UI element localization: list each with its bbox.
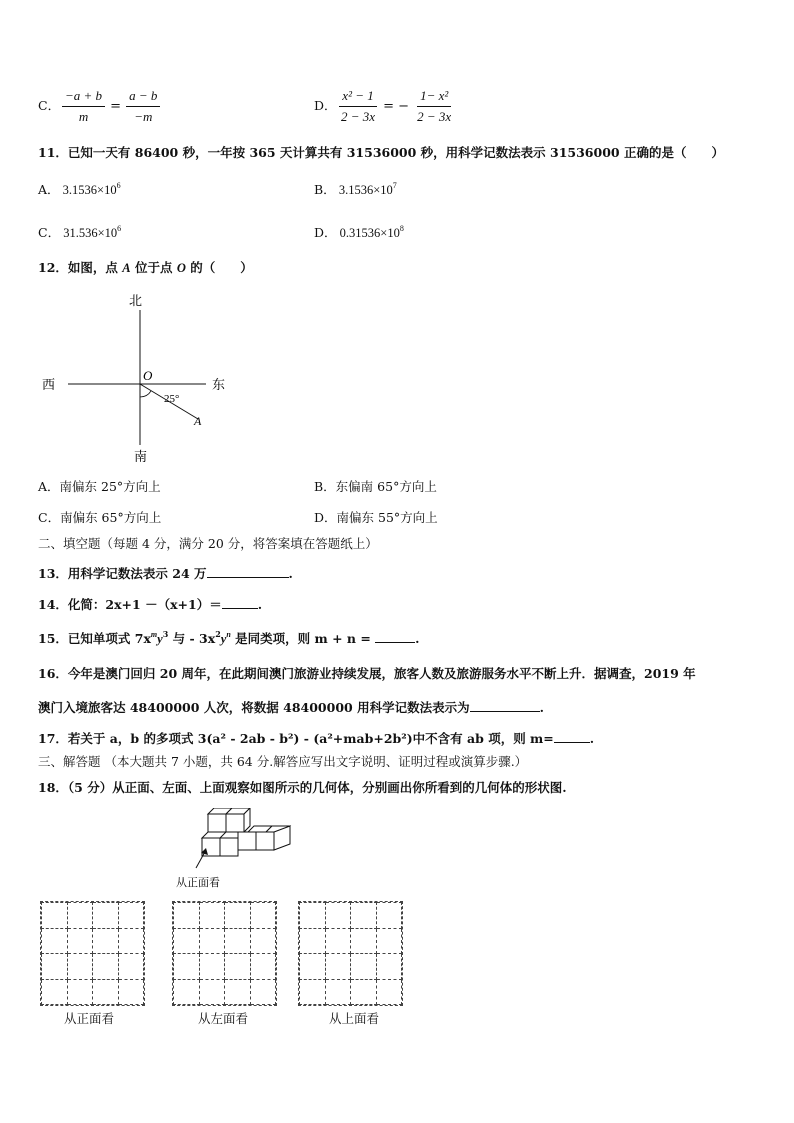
grid-label-left: 从左面看 [198,1011,249,1026]
frac-denominator: 2 − 3x [341,109,376,124]
south-label: 南 [134,450,148,465]
cube-top-face [202,832,226,838]
west-label: 西 [42,378,56,393]
answer-grid-front[interactable] [40,901,145,1006]
cube-front-face [220,838,238,856]
grid-label-top: 从上面看 [329,1011,380,1026]
frac-numerator: a − b [126,88,160,107]
answer-blank [554,730,590,743]
q13: 13．用科学记数法表示 24 万 . [38,566,293,581]
answer-grid-left[interactable] [172,901,277,1006]
q12-option-b: B．东偏南 65°方向上 [314,479,437,494]
answer-blank [470,699,540,712]
q12-direction-figure [30,285,250,470]
q12-option-d: D．南偏东 55°方向上 [314,510,438,525]
q12-stem: 12．如图，点 A 位于点 O 的（ ） [38,260,253,275]
q10-option-d-label: D． [314,98,337,113]
section-2-heading: 二、填空题（每题 4 分，满分 20 分，将答案填在答题纸上） [38,536,378,551]
answer-blank [207,565,289,578]
frac-denominator: m [78,109,89,124]
q15: 15．已知单项式 $7x^my^3$ 与 - $3x^2y^n$ 是同类项，则 m + n = . [38,629,420,646]
q12-option-c: C．南偏东 65°方向上 [38,510,162,525]
cube-front-face [226,814,244,832]
equals-sign: = [110,99,122,114]
q18-cube-solid-figure [170,808,300,892]
q11-option-a: A． $3.1536\times 10^6$ [38,181,121,197]
q16-line-2: 澳门入境旅客达 48400000 人次，将数据 48400000 用科学记数法表示为 . [38,700,544,715]
frac-numerator: 1− x² [417,88,451,107]
q10-option-c-label: C． [38,98,61,113]
angle-label: 25° [164,393,180,405]
q14: 14．化简：2x+1 －（x+1）＝ . [38,597,263,612]
q11-stem: 11．已知一天有 86400 秒，一年按 365 天计算共有 31536000 秒，用科学记数法表示 31536000 正确的是（ ） [38,145,724,160]
frac-denominator: −m [134,109,153,124]
section-3-heading: 三、解答题 （本大题共 7 小题，共 64 分.解答应写出文字说明、证明过程或演算步骤.） [38,754,528,769]
answer-blank [375,630,415,643]
east-label: 东 [212,378,226,393]
q16-line-1: 16．今年是澳门回归 20 周年，在此期间澳门旅游业持续发展，旅客人数及旅游服务水平不断上升．据调查，2019 年 [38,666,696,681]
cube-front-face [208,814,226,832]
cube-front-face [238,832,256,850]
equals-sign: = − [383,99,410,114]
view-direction-label: 从正面看 [176,876,220,889]
q10-option-d-expression [338,88,454,125]
cube-front-face [256,832,274,850]
q12-option-a: A．南偏东 25°方向上 [38,479,161,494]
frac-numerator: x² − 1 [339,88,376,107]
q17: 17．若关于 a，b 的多项式 3(a² - 2ab - b²) - (a²+mab+2b²)中不含有 ab 项，则 m= . [38,731,595,746]
q11-option-b: B． $3.1536\times 10^7$ [314,181,397,197]
q11-option-d: D． $0.31536\times 10^8$ [314,224,404,240]
point-a-label: A [194,414,202,428]
q18-stem: 18．（5 分）从正面、左面、上面观察如图所示的几何体，分别画出你所看到的几何体的形状图. [38,780,567,795]
origin-label: O [143,368,153,383]
frac-numerator: −a + b [62,88,105,107]
answer-grid-top[interactable] [298,901,403,1006]
grid-label-front: 从正面看 [64,1011,115,1026]
frac-denominator: 2 − 3x [417,109,452,124]
q10-option-c-expression [62,88,160,125]
q11-option-c: C． $31.536\times 10^6$ [38,224,122,240]
north-label: 北 [129,294,143,309]
angle-arc [140,391,151,397]
answer-blank [222,596,258,609]
